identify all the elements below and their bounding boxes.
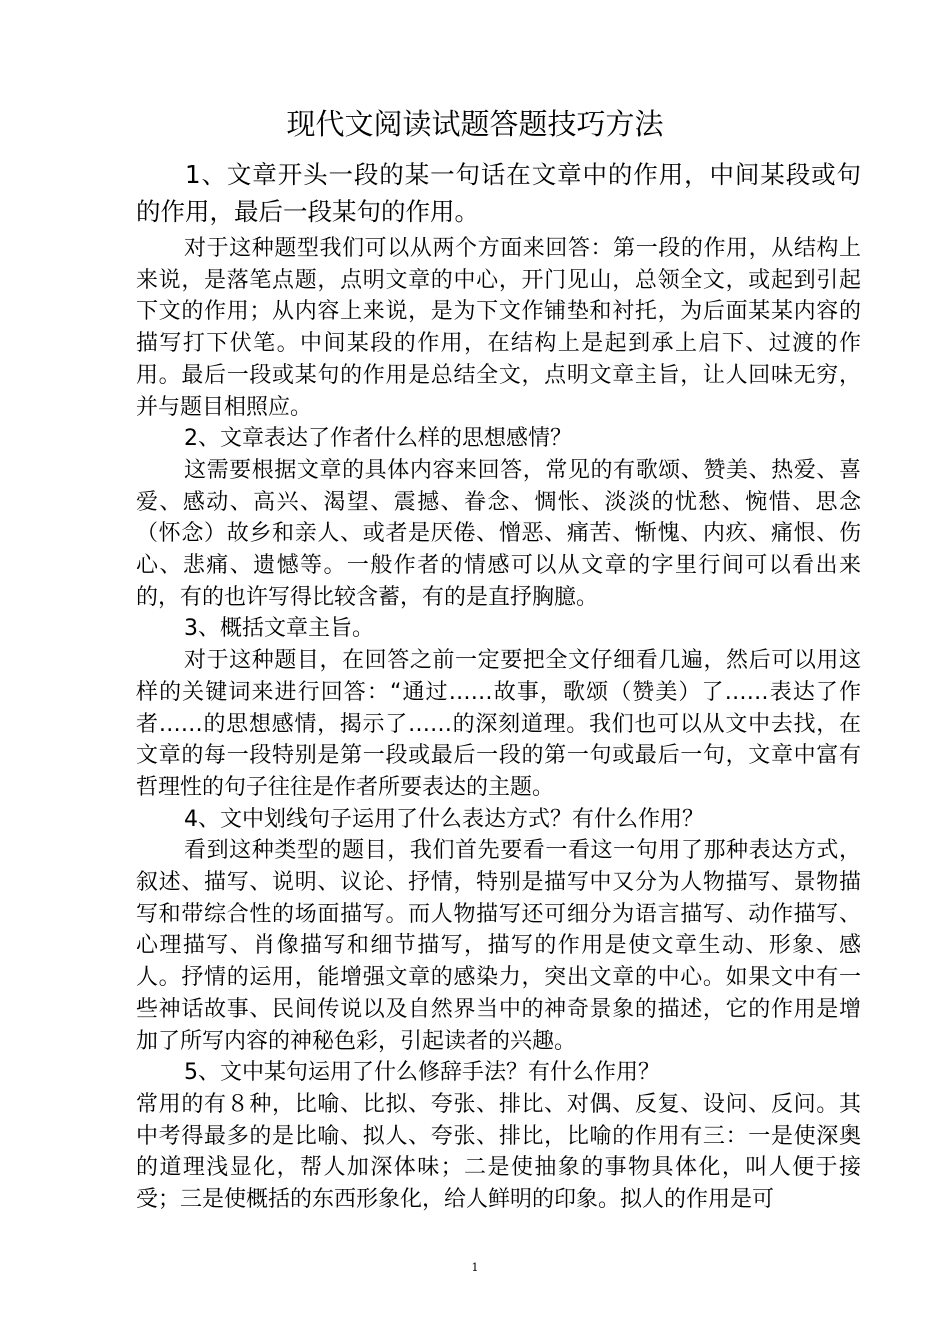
document-body — [136, 156, 861, 1216]
question-2: 2、文章表达了作者什么样的思想感情？ — [184, 426, 572, 452]
answer-1: 对于这种题型我们可以从两个方面来回答：第一段的作用，从结构上来说，是落笔点题，点明文章的中心，开门见山，总领全文，或起到引起下文的作用；从内容上来说，是为下文作铺垫和衬托，为后面某某内容的描写打下伏笔。中间某段的作用，在结构上是起到承上启下、过渡的作用。最后一段或某句的作用是总结全文，点明文章主旨，让人回味无穷，并与题目相照应。 — [136, 236, 861, 420]
document-title: 现代文阅读试题答题技巧方法 — [286, 107, 664, 141]
answer-3: 对于这种题目，在回答之前一定要把全文仔细看几遍，然后可以用这样的关键词来进行回答：“通过……故事，歌颂（赞美）了……表达了作者……的思想感情，揭示了……的深刻道理。我们也可以从文中去找，在文章的每一段特别是第一段或最后一段的第一句或最后一句，文章中富有哲理性的句子往往是作者所要表达的主题。 — [136, 648, 861, 800]
answer-4: 看到这种类型的题目，我们首先要看一看这一句用了那种表达方式，叙述、描写、说明、议论、抒情，特别是描写中又分为人物描写、景物描写和带综合性的场面描写。而人物描写还可细分为语言描写、动作描写、心理描写、肖像描写和细节描写，描写的作用是使文章生动、形象、感人。抒情的运用，能增强文章的感染力，突出文章的中心。如果文中有一些神话故事、民间传说以及自然界当中的神奇景象的描述，它的作用是增加了所写内容的神秘色彩，引起读者的兴趣。 — [136, 838, 861, 1054]
answer-2: 这需要根据文章的具体内容来回答，常见的有歌颂、赞美、热爱、喜爱、感动、高兴、渴望、震撼、眷念、惆怅、淡淡的忧愁、惋惜、思念（怀念）故乡和亲人、或者是厌倦、憎恶、痛苦、惭愧、内疚、痛恨、伤心、悲痛、遗憾等。一般作者的情感可以从文章的字里行间可以看出来的，有的也许写得比较含蓄，有的是直抒胸臆。 — [136, 457, 861, 610]
question-4: 4、文中划线句子运用了什么表达方式？有什么作用？ — [184, 806, 704, 832]
question-3: 3、概括文章主旨。 — [184, 616, 374, 642]
question-1: 1、文章开头一段的某一句话在文章中的作用，中间某段或句的作用，最后一段某句的作用。 — [136, 160, 861, 226]
page-number: 1 — [471, 1261, 479, 1274]
question-5: 5、文中某句运用了什么修辞手法？有什么作用？ — [184, 1060, 660, 1086]
answer-5: 常用的有８种，比喻、比拟、夸张、排比、对偶、反复、设问、反问。其中考得最多的是比喻、拟人、夸张、排比，比喻的作用有三：一是使深奥的道理浅显化，帮人加深体味；二是使抽象的事物具体化，叫人便于接受；三是使概括的东西形象化，给人鲜明的印象。拟人的作用是可 — [136, 1091, 861, 1213]
